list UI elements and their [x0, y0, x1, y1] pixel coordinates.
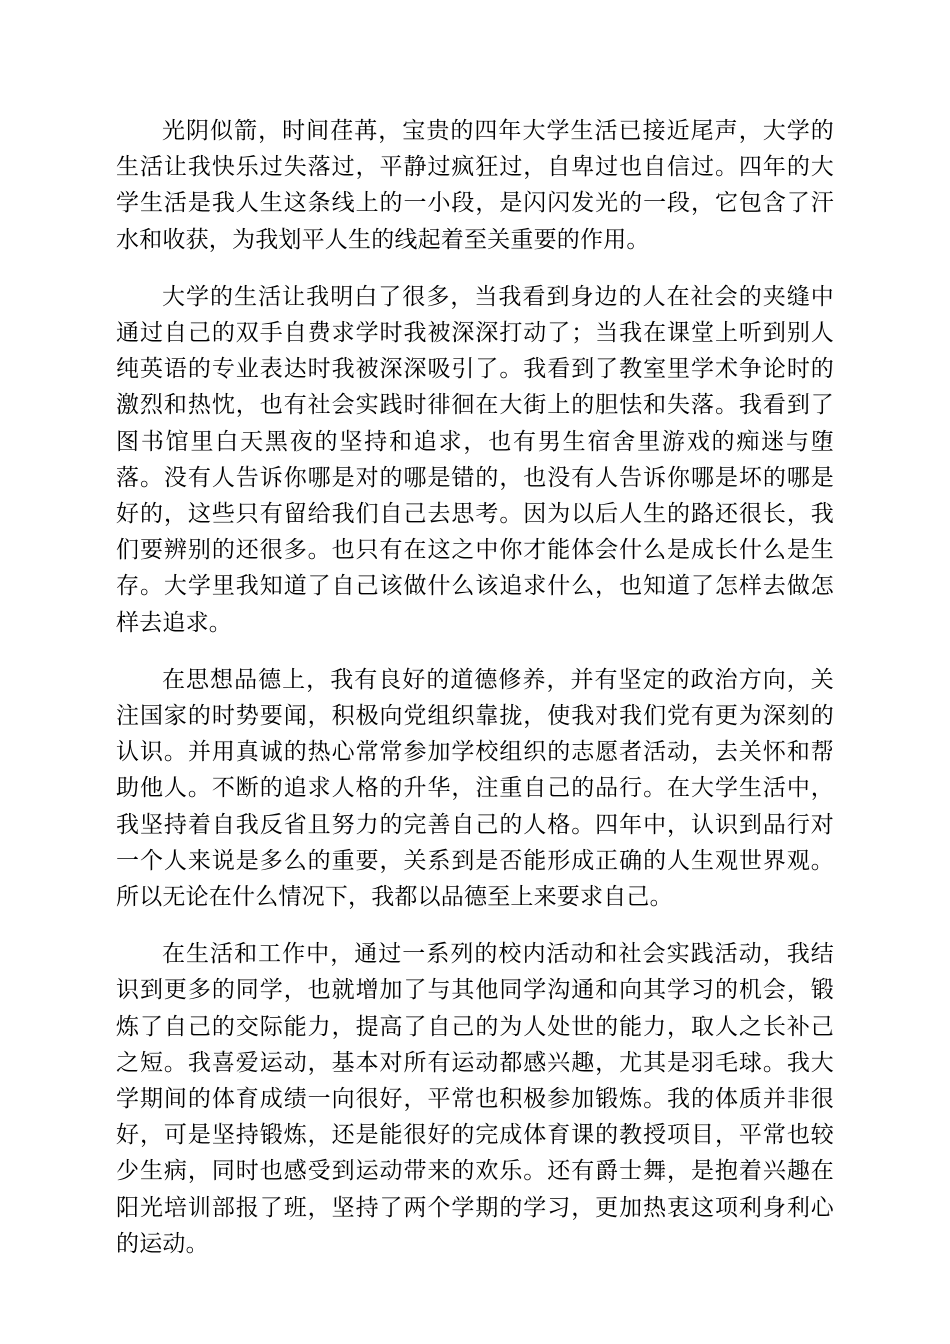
paragraph-university-life: 大学的生活让我明白了很多，当我看到身边的人在社会的夹缝中通过自己的双手自费求学时我被深深打动了；当我在课堂上听到别人纯英语的专业表达时我被深深吸引了。我看到了教室里学术争论时的激烈和热忱，也有社会实践时徘徊在大街上的胆怯和失落。我看到了图书馆里白天黑夜的坚持和追求，也有男生宿舍里游戏的痴迷与堕落。没有人告诉你哪是对的哪是错的，也没有人告诉你哪是坏的哪是好的，这些只有留给我们自己去思考。因为以后人生的路还很长，我们要辨别的还很多。也只有在这之中你才能体会什么是成长什么是生存。大学里我知道了自己该做什么该追求什么，也知道了怎样去做怎样去追求。 — [116, 283, 834, 636]
paragraph-life-and-work: 在生活和工作中，通过一系列的校内活动和社会实践活动，我结识到更多的同学，也就增加了与其他同学沟通和向其学习的机会，锻炼了自己的交际能力，提高了自己的为人处世的能力，取人之长补己之短。我喜爱运动，基本对所有运动都感兴趣，尤其是羽毛球。我大学期间的体育成绩一向很好，平常也积极参加锻炼。我的体质并非很好，可是坚持锻炼，还是能很好的完成体育课的教授项目，平常也较少生病，同时也感受到运动带来的欢乐。还有爵士舞，是抱着兴趣在阳光培训部报了班，坚持了两个学期的学习，更加热衷这项利身利心的运动。 — [116, 941, 834, 1257]
paragraph-moral-character: 在思想品德上，我有良好的道德修养，并有坚定的政治方向，关注国家的时势要闻，积极向党组织靠拢，使我对我们党有更为深刻的认识。并用真诚的热心常常参加学校组织的志愿者活动，去关怀和帮助他人。不断的追求人格的升华，注重自己的品行。在大学生活中，我坚持着自我反省且努力的完善自己的人格。四年中，认识到品行对一个人来说是多么的重要，关系到是否能形成正确的人生观世界观。所以无论在什么情况下，我都以品德至上来要求自己。 — [116, 666, 834, 911]
paragraph-intro: 光阴似箭，时间荏苒，宝贵的四年大学生活已接近尾声，大学的生活让我快乐过失落过，平静过疯狂过，自卑过也自信过。四年的大学生活是我人生这条线上的一小段，是闪闪发光的一段，它包含了汗水和收获，为我划平人生的线起着至关重要的作用。 — [116, 118, 834, 253]
document-page — [116, 113, 834, 1262]
